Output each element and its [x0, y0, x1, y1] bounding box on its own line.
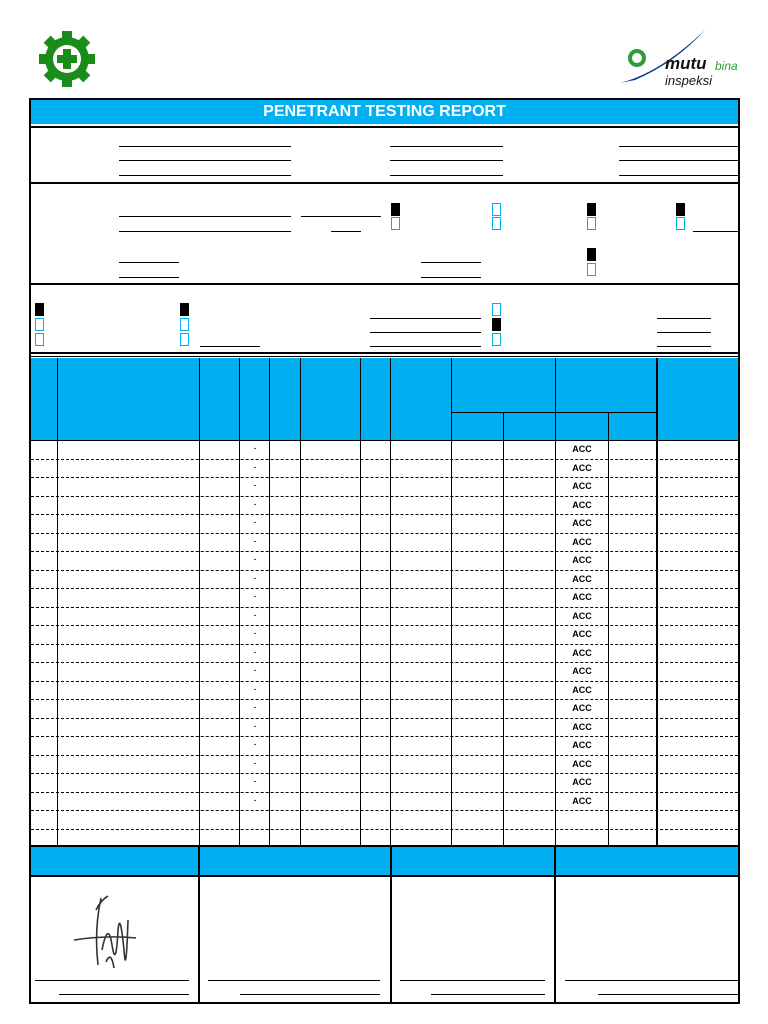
row-result: ACC — [572, 444, 592, 454]
checkbox-empty[interactable] — [492, 203, 501, 216]
field-line — [390, 175, 503, 176]
signature-line — [400, 980, 545, 981]
checkbox-empty[interactable] — [492, 217, 501, 230]
table-column-divider — [656, 358, 658, 845]
signature-line — [431, 994, 545, 995]
row-separator — [31, 514, 738, 515]
row-result: ACC — [572, 481, 592, 491]
signature-line — [598, 994, 738, 995]
checkbox-checked[interactable] — [492, 318, 501, 331]
row-result: ACC — [572, 462, 592, 473]
row-result: ACC — [572, 666, 592, 676]
field-line — [693, 231, 738, 232]
row-separator — [31, 662, 738, 663]
row-separator — [31, 699, 738, 700]
mutu-text: mutu — [665, 54, 707, 73]
field-line — [119, 277, 179, 278]
row-separator — [31, 810, 738, 811]
row-separator — [31, 718, 738, 719]
table-column-divider — [57, 358, 58, 845]
row-result: ACC — [572, 592, 592, 602]
field-line — [657, 332, 711, 333]
field-line — [370, 346, 481, 347]
row-separator — [31, 755, 738, 756]
row-separator — [31, 477, 738, 478]
row-separator — [31, 773, 738, 774]
row-separator — [31, 681, 738, 682]
row-separator — [31, 570, 738, 571]
row-dash: - — [253, 480, 257, 490]
row-separator — [31, 496, 738, 497]
row-result: ACC — [572, 629, 592, 639]
field-line — [119, 175, 291, 176]
row-result: ACC — [572, 518, 592, 528]
row-separator — [31, 829, 738, 830]
checkbox-empty[interactable] — [391, 217, 400, 230]
field-line — [619, 175, 738, 176]
table-column-divider — [199, 358, 200, 845]
field-line — [119, 160, 291, 161]
checkbox-checked[interactable] — [391, 203, 400, 216]
mutu-bina-logo — [615, 28, 740, 88]
signature-line — [35, 980, 189, 981]
row-dash: - — [253, 572, 257, 583]
row-dash: - — [253, 609, 257, 620]
row-result: ACC — [572, 647, 592, 658]
row-separator — [31, 533, 738, 534]
field-line — [421, 277, 481, 278]
field-line — [370, 332, 481, 333]
table-column-divider — [360, 358, 361, 845]
table-header — [31, 358, 738, 440]
row-dash: - — [253, 535, 257, 546]
row-dash: - — [253, 739, 257, 749]
row-dash: - — [253, 720, 257, 731]
signature-image — [66, 890, 146, 985]
row-dash: - — [253, 498, 257, 509]
row-separator — [31, 588, 738, 589]
row-dash: - — [253, 628, 257, 638]
row-separator — [31, 792, 738, 793]
row-dash: - — [253, 591, 257, 601]
safety-gear-logo — [33, 27, 101, 91]
row-result: ACC — [572, 777, 592, 787]
row-dash: - — [253, 794, 257, 805]
row-separator — [31, 625, 738, 626]
row-separator — [31, 459, 738, 460]
row-result: ACC — [572, 795, 592, 806]
row-dash: - — [253, 517, 257, 527]
checkbox-checked[interactable] — [35, 303, 44, 316]
row-result: ACC — [572, 721, 592, 732]
signature-line — [240, 994, 380, 995]
row-separator — [31, 551, 738, 552]
row-result: ACC — [572, 499, 592, 510]
report-title-bar — [31, 100, 738, 124]
row-dash: - — [253, 646, 257, 657]
row-dash: - — [253, 554, 257, 564]
checkbox-empty[interactable] — [492, 303, 501, 316]
checkbox-empty[interactable] — [180, 318, 189, 331]
row-result: ACC — [572, 610, 592, 621]
checkbox-empty[interactable] — [676, 217, 685, 230]
row-separator — [31, 736, 738, 737]
field-line — [119, 146, 291, 147]
field-line — [619, 160, 738, 161]
field-line — [657, 346, 711, 347]
table-column-divider — [269, 358, 270, 845]
table-column-divider — [300, 358, 301, 845]
field-line — [421, 262, 481, 263]
row-separator — [31, 644, 738, 645]
table-column-divider — [239, 358, 240, 845]
checkbox-empty[interactable] — [587, 217, 596, 230]
checkbox-checked[interactable] — [587, 203, 596, 216]
row-dash: - — [253, 665, 257, 675]
field-line — [119, 216, 291, 217]
field-line — [619, 146, 738, 147]
row-dash: - — [253, 461, 257, 472]
row-result: ACC — [572, 758, 592, 769]
field-line — [119, 262, 179, 263]
row-dash: - — [253, 757, 257, 768]
row-result: ACC — [572, 684, 592, 695]
row-dash: - — [253, 702, 257, 712]
checkbox-empty[interactable] — [35, 333, 44, 346]
checkbox-empty[interactable] — [180, 333, 189, 346]
field-line — [657, 318, 711, 319]
signature-line — [208, 980, 380, 981]
field-line — [390, 160, 503, 161]
row-dash: - — [253, 683, 257, 694]
field-line — [119, 231, 291, 232]
row-separator — [31, 607, 738, 608]
signature-line — [565, 980, 738, 981]
bina-text: bina — [715, 59, 738, 73]
table-column-divider — [390, 358, 391, 845]
report-title: PENETRANT TESTING REPORT — [263, 103, 506, 120]
row-result: ACC — [572, 536, 592, 547]
field-line — [301, 216, 381, 217]
checkbox-empty[interactable] — [587, 263, 596, 276]
field-line — [200, 346, 260, 347]
field-line — [331, 231, 361, 232]
row-result: ACC — [572, 703, 592, 713]
table-column-divider — [451, 358, 452, 845]
checkbox-checked[interactable] — [676, 203, 685, 216]
field-line — [370, 318, 481, 319]
row-result: ACC — [572, 573, 592, 584]
checkbox-empty[interactable] — [35, 318, 44, 331]
checkbox-checked[interactable] — [180, 303, 189, 316]
signature-line — [59, 994, 189, 995]
row-result: ACC — [572, 740, 592, 750]
row-dash: - — [253, 443, 257, 453]
field-line — [390, 146, 503, 147]
row-result: ACC — [572, 555, 592, 565]
checkbox-empty[interactable] — [492, 333, 501, 346]
checkbox-checked[interactable] — [587, 248, 596, 261]
inspeksi-text: inspeksi — [665, 73, 712, 88]
row-dash: - — [253, 776, 257, 786]
signature-header — [31, 847, 738, 875]
